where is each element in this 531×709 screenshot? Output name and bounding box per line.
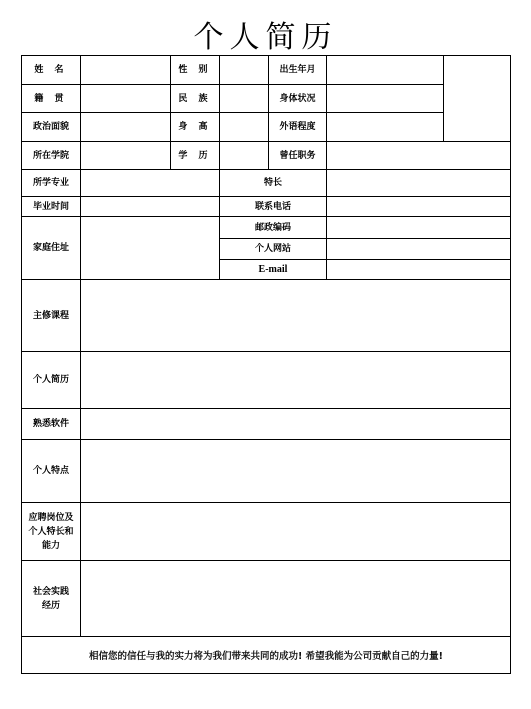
label-height: 身 高 bbox=[171, 113, 220, 142]
gender-field[interactable] bbox=[220, 56, 269, 85]
major-field[interactable] bbox=[81, 170, 220, 197]
political-field[interactable] bbox=[81, 113, 171, 142]
specialty-field[interactable] bbox=[327, 170, 510, 197]
education-field[interactable] bbox=[220, 142, 269, 170]
label-traits: 个人特点 bbox=[22, 440, 81, 503]
label-name: 姓 名 bbox=[22, 56, 81, 85]
label-courses: 主修课程 bbox=[22, 280, 81, 352]
label-position-held: 曾任职务 bbox=[269, 142, 327, 170]
label-job-target: 应聘岗位及个人特长和能力 bbox=[22, 503, 81, 561]
health-field[interactable] bbox=[327, 85, 444, 113]
label-specialty: 特长 bbox=[220, 170, 327, 197]
label-native: 籍 贯 bbox=[22, 85, 81, 113]
school-field[interactable] bbox=[81, 142, 171, 170]
photo-box[interactable] bbox=[444, 56, 510, 142]
label-gender: 性 别 bbox=[171, 56, 220, 85]
closing-slogan: 相信您的信任与我的实力将为我们带来共同的成功! 希望我能为公司贡献自己的力量! bbox=[89, 651, 443, 662]
label-postcode: 邮政编码 bbox=[220, 217, 327, 239]
practice-field[interactable] bbox=[81, 561, 510, 637]
resume-form bbox=[21, 55, 511, 674]
homepage-field[interactable] bbox=[327, 239, 510, 260]
page-title: 个人简历 bbox=[193, 20, 338, 55]
email-field[interactable] bbox=[327, 260, 510, 280]
language-field[interactable] bbox=[327, 113, 444, 142]
resume-field[interactable] bbox=[81, 352, 510, 409]
phone-field[interactable] bbox=[327, 197, 510, 217]
label-education: 学 历 bbox=[171, 142, 220, 170]
label-phone: 联系电话 bbox=[220, 197, 327, 217]
label-address: 家庭住址 bbox=[22, 217, 81, 280]
label-practice: 社会实践经历 bbox=[22, 561, 81, 637]
label-software: 熟悉软件 bbox=[22, 409, 81, 440]
postcode-field[interactable] bbox=[327, 217, 510, 239]
label-grad-time: 毕业时间 bbox=[22, 197, 81, 217]
label-email: E-mail bbox=[220, 260, 327, 280]
label-ethnicity: 民 族 bbox=[171, 85, 220, 113]
traits-field[interactable] bbox=[81, 440, 510, 503]
label-major: 所学专业 bbox=[22, 170, 81, 197]
name-field[interactable] bbox=[81, 56, 171, 85]
label-health: 身体状况 bbox=[269, 85, 327, 113]
native-field[interactable] bbox=[81, 85, 171, 113]
address-field[interactable] bbox=[81, 217, 220, 280]
label-birth: 出生年月 bbox=[269, 56, 327, 85]
label-political: 政治面貌 bbox=[22, 113, 81, 142]
grad-time-field[interactable] bbox=[81, 197, 220, 217]
ethnicity-field[interactable] bbox=[220, 85, 269, 113]
birth-field[interactable] bbox=[327, 56, 444, 85]
courses-field[interactable] bbox=[81, 280, 510, 352]
height-field[interactable] bbox=[220, 113, 269, 142]
label-school: 所在学院 bbox=[22, 142, 81, 170]
position-held-field[interactable] bbox=[327, 142, 510, 170]
job-target-field[interactable] bbox=[81, 503, 510, 561]
label-language: 外语程度 bbox=[269, 113, 327, 142]
software-field[interactable] bbox=[81, 409, 510, 440]
label-homepage: 个人网站 bbox=[220, 239, 327, 260]
label-resume: 个人简历 bbox=[22, 352, 81, 409]
